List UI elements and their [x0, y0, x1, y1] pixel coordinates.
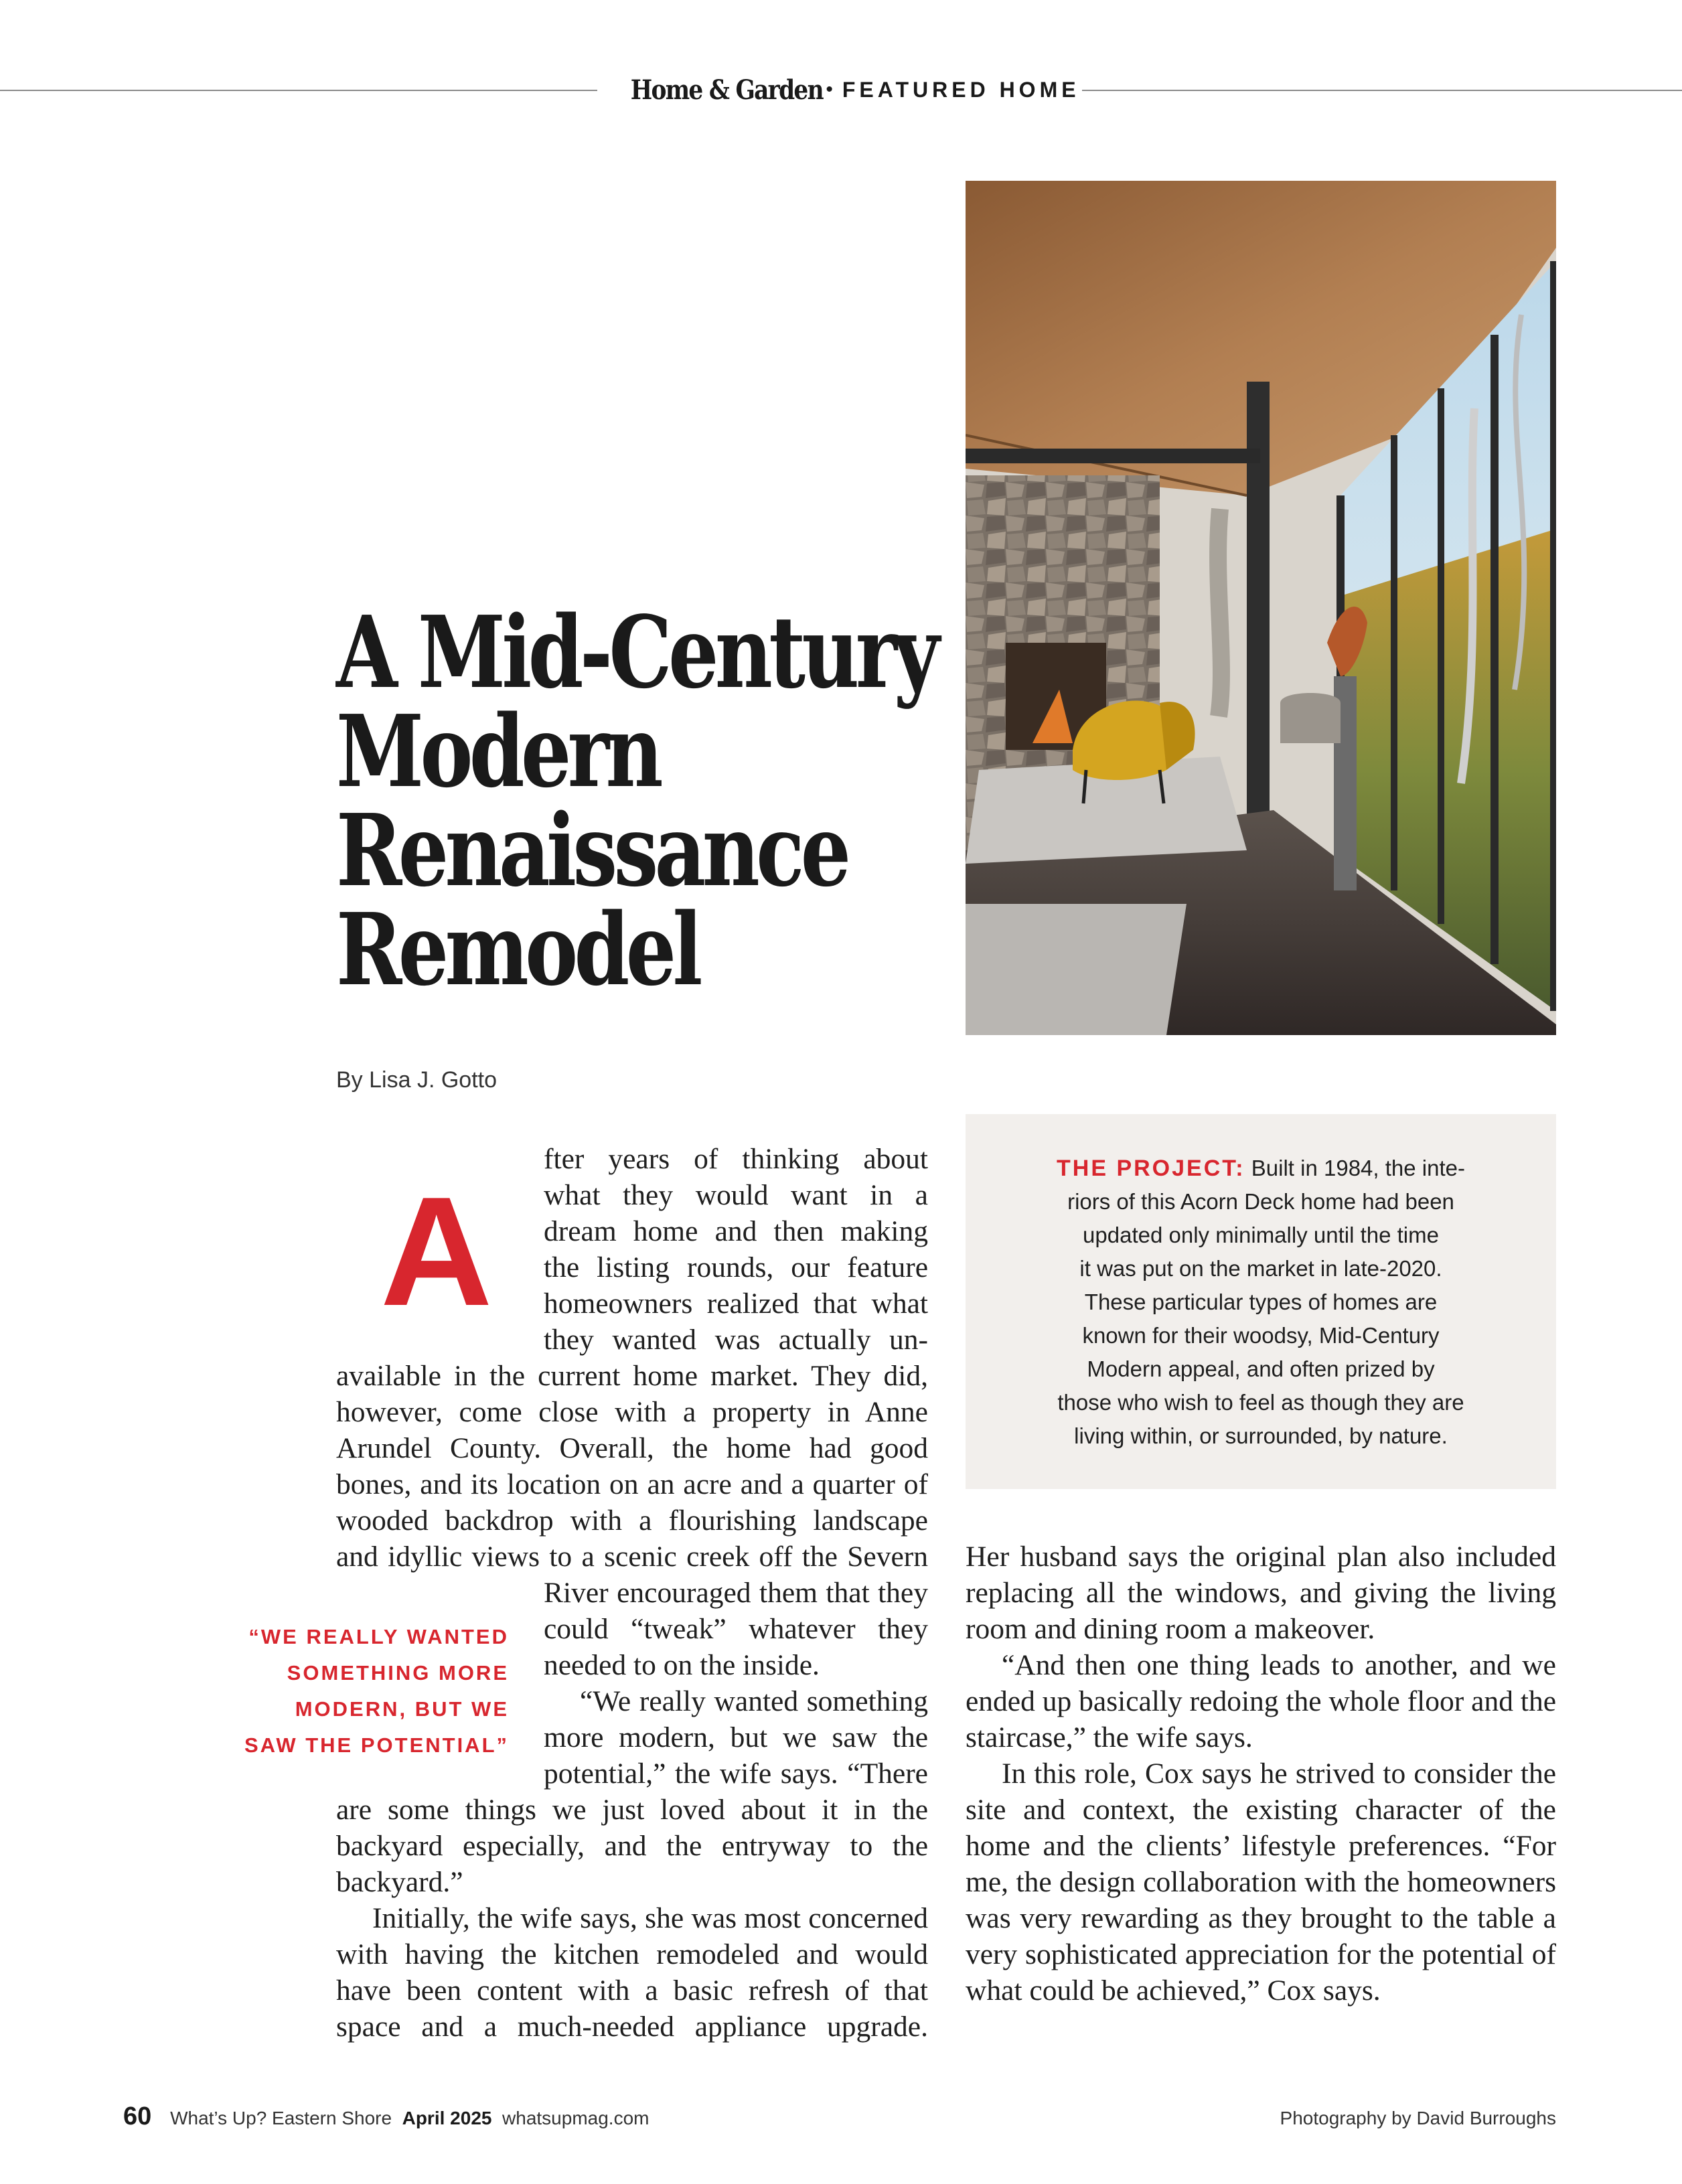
- body-paragraph: are some things we just loved about it in the backyard especially, and the entryway to the backyard.”: [336, 1794, 928, 1898]
- pull-quote: [201, 1619, 509, 1764]
- website-link[interactable]: whatsupmag.com: [502, 2108, 649, 2128]
- opening-line: they wanted was actually un-: [544, 1324, 928, 1356]
- sidebar-line: These particular types of homes are: [1084, 1290, 1438, 1314]
- header-rule-left: [0, 90, 597, 91]
- publication-name: What’s Up? Eastern Shore: [170, 2108, 392, 2128]
- opening-line: fter years of thinking about: [544, 1143, 928, 1175]
- body-paragraph: Her husband says the original plan also included replacing all the windows, and giving the living room and dining room a makeover.: [966, 1541, 1556, 1645]
- title-line: A Mid-Century: [336, 594, 936, 710]
- body-paragraph: In this role, Cox says he strived to consider the site and context, the existing character of the home and the clients’ lifestyle preferences. “For me, the design collaboration with the homeowners was very rewarding as they brought to the table a very sophisticated appreciation for the potential of what could be achieved,” Cox says.: [966, 1758, 1556, 2007]
- header-section: FEATURED HOME: [842, 77, 1080, 102]
- col1-body-bottom: [336, 1792, 928, 2045]
- title-line: Modern: [336, 693, 660, 809]
- opening-line: homeowners realized that what: [544, 1288, 928, 1320]
- sidebar-first-line: [1004, 1152, 1517, 1185]
- body-paragraph: River encouraged them that they could “tweak” whatever they needed to on the inside.: [544, 1577, 928, 1681]
- body-paragraph: “We really wanted something more modern, but we saw the potential,” the wife says. “There: [544, 1685, 928, 1790]
- pull-quote-line: MODERN, BUT WE: [295, 1697, 509, 1721]
- sidebar-line: it was put on the market in late-2020.: [1079, 1256, 1442, 1281]
- pull-quote-line: “WE REALLY WANTED: [248, 1625, 509, 1648]
- opening-line: dream home and then making: [544, 1215, 928, 1247]
- col1-body-narrow: [544, 1575, 928, 1792]
- sidebar-line: those who wish to feel as though they are: [1057, 1390, 1464, 1415]
- header-rule-right: [1082, 90, 1682, 91]
- col1-body-full: [336, 1358, 928, 1575]
- sidebar-line: updated only minimally until the time: [1083, 1223, 1439, 1247]
- opening-line: what they would want in a: [544, 1179, 928, 1211]
- sidebar-line: living within, or surrounded, by nature.: [1074, 1423, 1448, 1448]
- body-paragraph: “And then one thing leads to another, and we ended up basically redoing the whole floor and the staircase,” the wife says.: [966, 1649, 1556, 1753]
- running-header: [597, 70, 1082, 110]
- photo-credit: Photography by David Burroughs: [1280, 2108, 1556, 2128]
- title-line: Remodel: [336, 891, 699, 1008]
- col2-body: [966, 1539, 1556, 2009]
- header-brand: Home & Garden: [631, 74, 824, 106]
- pull-quote-line: SAW THE POTENTIAL”: [244, 1733, 509, 1757]
- body-paragraph: available in the current home market. They did, however, come close with a property in Anne Arundel County. Overall, the home had good bones, and its location on an acre and a quarter of wooded backdrop with a flourishing landscape and idyllic views to a scenic creek off the Severn: [336, 1360, 928, 1573]
- interior-photo: [966, 181, 1556, 1035]
- opening-line: the listing rounds, our feature: [544, 1251, 928, 1283]
- project-sidebar-text: [1004, 1152, 1517, 1453]
- sidebar-label: THE PROJECT:: [1057, 1156, 1245, 1181]
- sidebar-first-line-text: Built in 1984, the inte-: [1251, 1156, 1465, 1180]
- title-line: Renaissance: [336, 792, 848, 909]
- body-paragraph: Initially, the wife says, she was most concerned with having the kitchen remodeled and would have been content with a basic refresh of that space and a much-needed appliance upgrade.: [336, 1902, 928, 2043]
- drop-cap: A: [380, 1165, 493, 1338]
- sidebar-line: riors of this Acorn Deck home had been: [1067, 1189, 1454, 1214]
- footer-left: [123, 2102, 649, 2131]
- issue-date: April 2025: [402, 2108, 492, 2128]
- header-separator: •: [826, 78, 833, 100]
- pull-quote-line: SOMETHING MORE: [287, 1661, 509, 1685]
- page-number: 60: [123, 2102, 152, 2130]
- byline: By Lisa J. Gotto: [336, 1067, 497, 1093]
- sidebar-line: Modern appeal, and often prized by: [1087, 1356, 1435, 1381]
- col1-opening-lines: [544, 1141, 928, 1358]
- sidebar-line: known for their woodsy, Mid-Century: [1082, 1323, 1440, 1348]
- article-title: [336, 594, 936, 1008]
